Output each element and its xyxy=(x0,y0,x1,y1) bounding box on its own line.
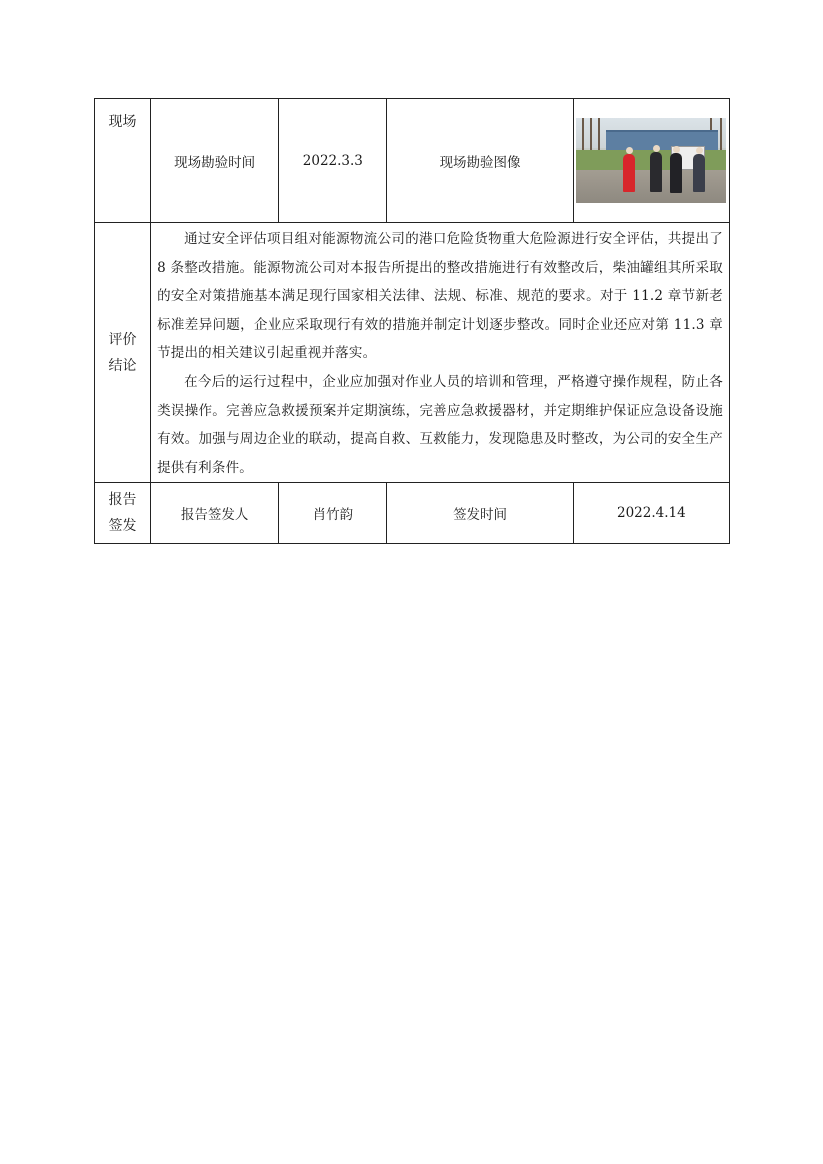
sign-time-value: 2022.4.14 xyxy=(573,483,729,544)
survey-image-label: 现场勘验图像 xyxy=(387,99,573,223)
conclusion-label-cell xyxy=(95,223,151,483)
report-table xyxy=(94,98,730,544)
sign-time-label: 签发时间 xyxy=(387,483,573,544)
conclusion-row xyxy=(95,223,730,483)
sign-row xyxy=(95,483,730,544)
sign-label-line-1: 报告 xyxy=(108,492,137,509)
conclusion-paragraph-2: 在今后的运行过程中，企业应加强对作业人员的培训和管理，严格遵守操作规程，防止各类误操作。完善应急救援预案并定期演练，完善应急救援器材，并定期维护保证应急设备设施有效。加强与周边企业的联动，提高自救、互救能力，发现隐患及时整改，为公司的安全生产提供有利条件。 xyxy=(157,373,723,476)
conclusion-text-cell xyxy=(151,223,730,483)
survey-photo xyxy=(576,118,726,203)
survey-photo-cell xyxy=(573,99,729,223)
signer-name: 肖竹韵 xyxy=(279,483,387,544)
conclusion-label-line-1: 评价 xyxy=(108,331,137,348)
survey-time-value: 2022.3.3 xyxy=(279,99,387,223)
survey-time-label: 现场勘验时间 xyxy=(151,99,279,223)
site-label-cell xyxy=(95,99,151,223)
conclusion-label-line-2: 结论 xyxy=(108,357,137,374)
sign-label-cell xyxy=(95,483,151,544)
conclusion-paragraph-1: 通过安全评估项目组对能源物流公司的港口危险货物重大危险源进行安全评估，共提出了 8 条整改措施。能源物流公司对本报告所提出的整改措施进行有效整改后，柴油罐组其所采取的安全对策措施基本满足现行国家相关法律、法规、标准、规范的要求。对于 11.2 章节新老标准差异问题，企业应采取现行有效的措施并制定计划逐步整改。同时企业还应对第 11.3 章节提出的相关建议引起重视并落实。 xyxy=(157,231,723,362)
site-label: 现场 xyxy=(108,114,137,130)
sign-label-line-2: 签发 xyxy=(108,518,137,535)
site-survey-row xyxy=(95,99,730,223)
signer-label: 报告签发人 xyxy=(151,483,279,544)
